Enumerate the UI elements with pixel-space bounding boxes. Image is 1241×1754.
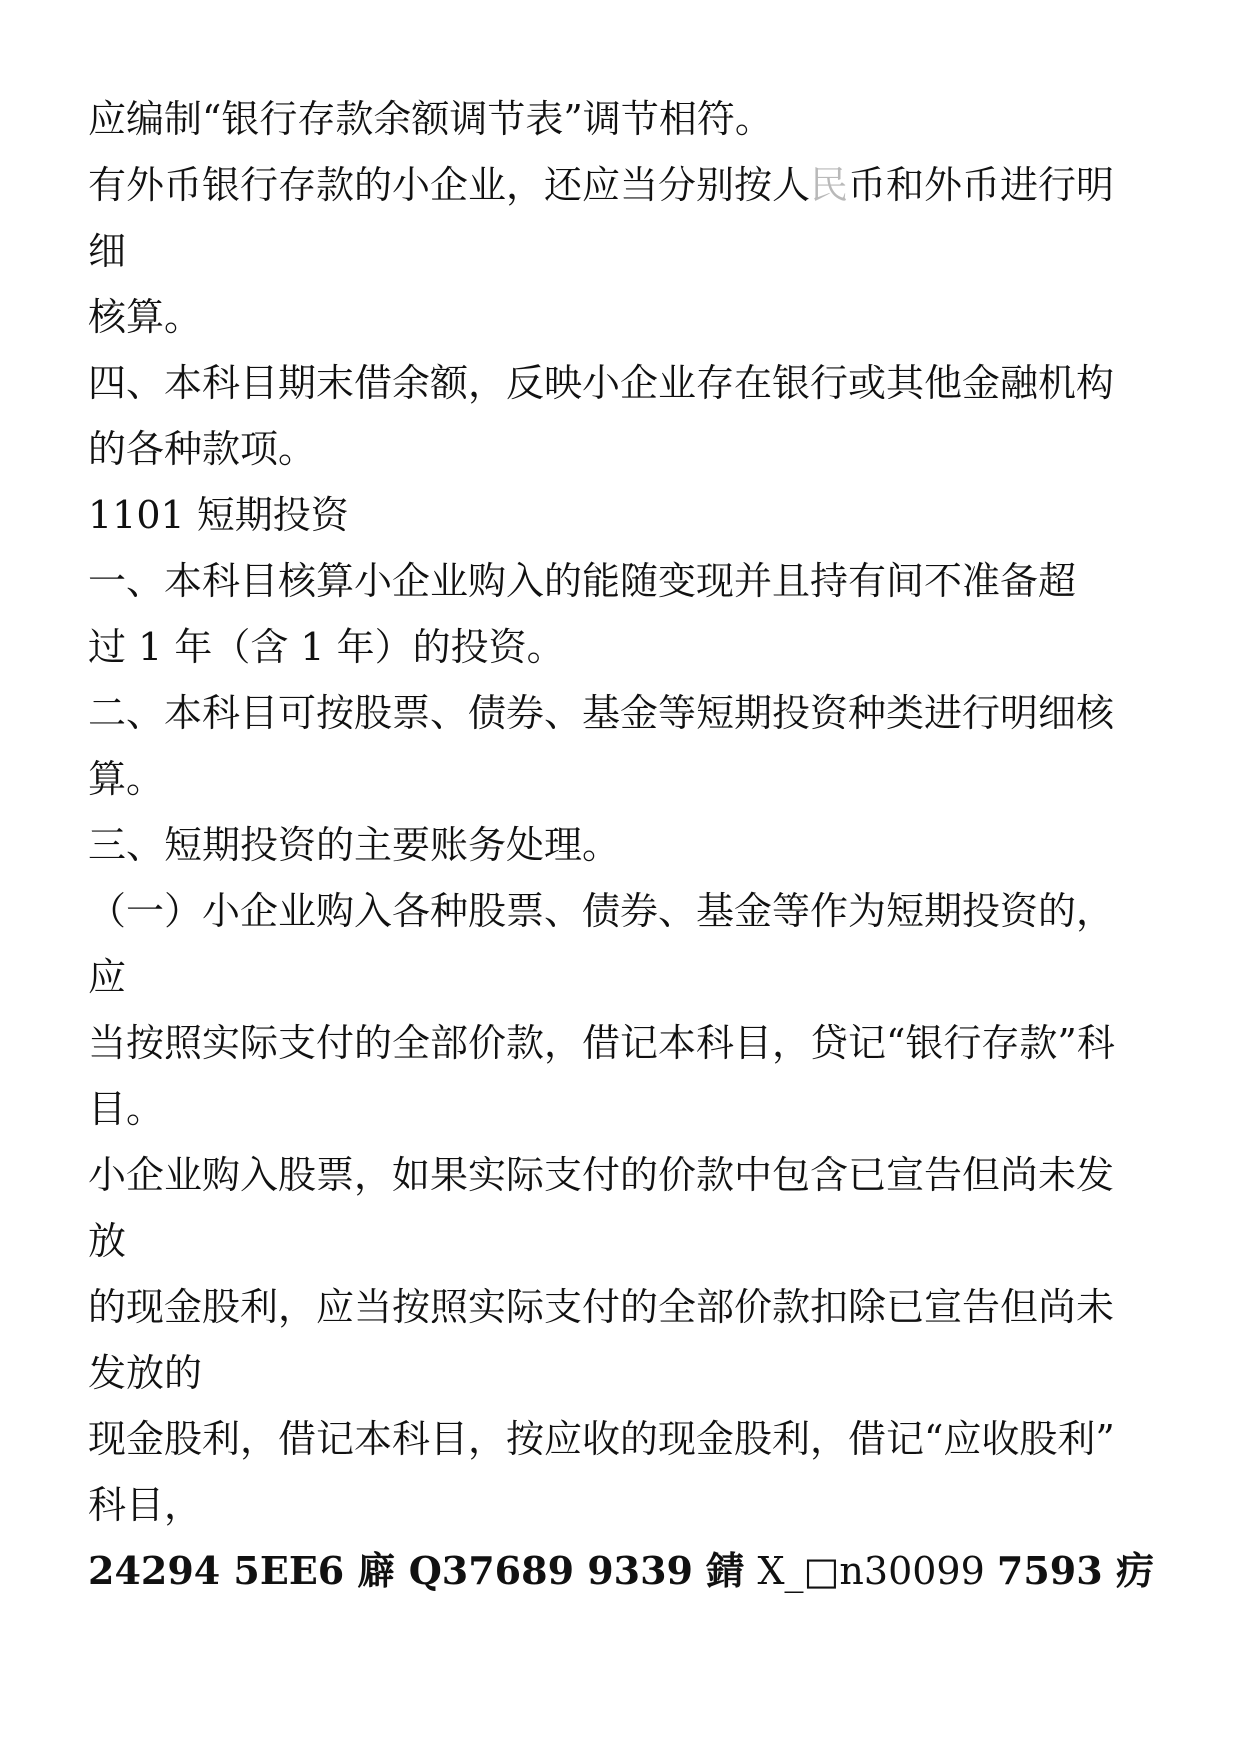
text-line-12: 三、短期投资的主要账务处理。 (88, 823, 621, 867)
text-segment: 有外币银行存款的小企业，还应当分别按人 (88, 163, 811, 207)
text-line-17: 小企业购入股票，如果实际支付的价款中包含已宣告但尚未发 (88, 1153, 1115, 1197)
text-line-1: 应编制“银行存款余额调节表”调节相符。 (88, 97, 773, 141)
text-line-16: 目。 (88, 1087, 165, 1131)
text-line-21: 现金股利，借记本科目，按应收的现金股利，借记“应收股利” (88, 1417, 1115, 1461)
section-heading-1101: 1101 短期投资 (88, 493, 349, 537)
text-line-10: 二、本科目可按股票、债券、基金等短期投资种类进行明细核 (88, 691, 1115, 735)
footer-segment-regular: X_□n30099 (757, 1549, 997, 1593)
text-line-13: （一）小企业购入各种股票、债券、基金等作为短期投资的， (88, 889, 1115, 933)
text-line-18: 放 (88, 1219, 127, 1263)
text-line-14: 应 (88, 955, 127, 999)
text-line-19: 的现金股利，应当按照实际支付的全部价款扣除已宣告但尚未 (88, 1285, 1115, 1329)
text-line-22: 科目， (88, 1483, 203, 1527)
document-page (88, 86, 1168, 1604)
garbled-footer-line (88, 1538, 1168, 1604)
text-line-2 (88, 152, 1168, 218)
text-line-4: 核算。 (88, 295, 203, 339)
text-line-3: 细 (88, 229, 127, 273)
footer-segment: 7593 疠 (996, 1548, 1154, 1593)
text-segment: 币和外币进行明 (848, 163, 1115, 207)
text-line-6: 的各种款项。 (88, 427, 317, 471)
text-line-5: 四、本科目期末借余额，反映小企业存在银行或其他金融机构 (88, 361, 1115, 405)
text-line-15: 当按照实际支付的全部价款，借记本科目，贷记“银行存款”科 (88, 1021, 1115, 1065)
text-line-11: 算。 (88, 757, 165, 801)
text-line-20: 发放的 (88, 1351, 203, 1395)
text-line-9: 过 1 年（含 1 年）的投资。 (88, 625, 565, 669)
faded-character: 民 (810, 163, 849, 207)
footer-segment: 24294 5EE6 廦 Q37689 9339 錆 (88, 1548, 758, 1593)
text-line-8: 一、本科目核算小企业购入的能随变现并且持有间不准备超 (88, 559, 1077, 603)
